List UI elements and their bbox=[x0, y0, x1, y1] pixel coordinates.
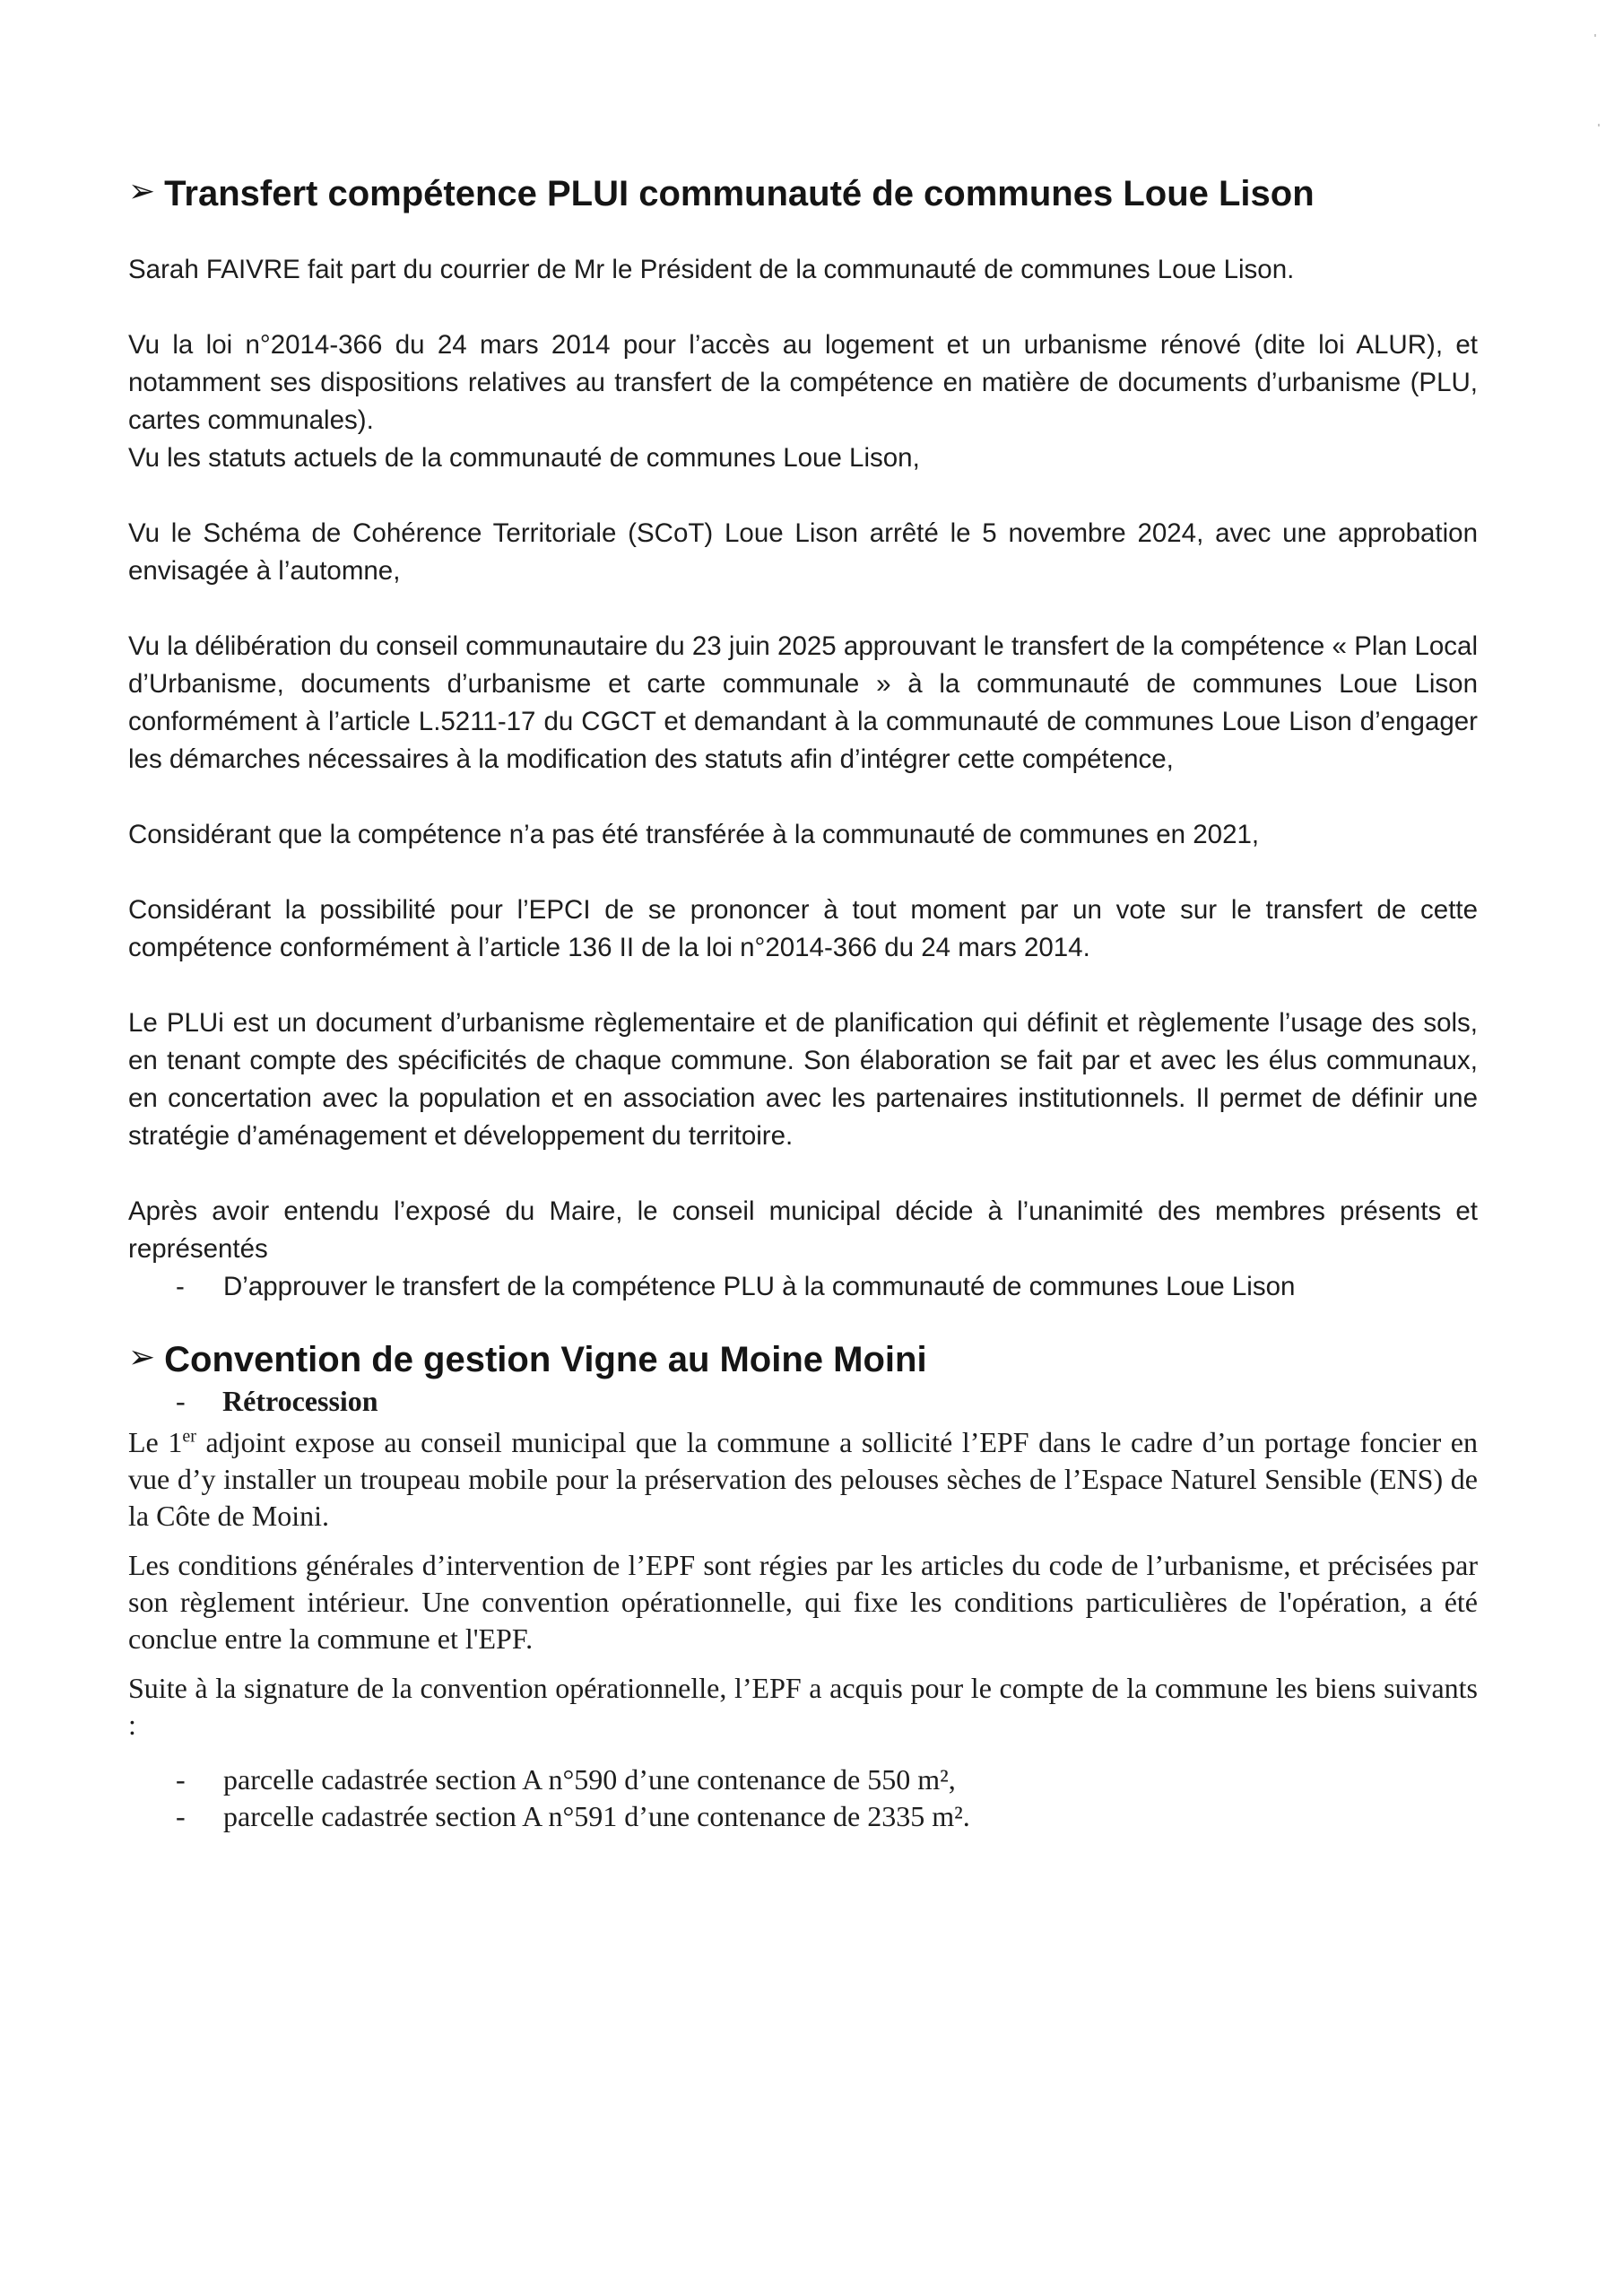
dash-bullet: - bbox=[176, 1272, 185, 1301]
decision-item-text: D’approuver le transfert de la compétence PLU à la communauté de communes Loue Lison bbox=[223, 1272, 1296, 1301]
scan-speck bbox=[1594, 34, 1596, 37]
dash-bullet: - bbox=[176, 1763, 186, 1796]
decision-list-item bbox=[128, 1268, 1478, 1306]
paragraph-adjoint bbox=[128, 1424, 1478, 1535]
document-page bbox=[128, 170, 1478, 1835]
paragraph-plui-definition: Le PLUi est un document d’urbanisme règlementaire et de planification qui définit et règlemente l’usage des sols, en tenant compte des spécificités de chaque commune. Son élaboration se fait par et avec les élus communaux, en concertation avec la population et en association avec les partenaires institutionnels. Il permet de définir une stratégie d’aménagement et développement du territoire. bbox=[128, 1008, 1478, 1151]
list-item bbox=[128, 1798, 1478, 1835]
subheading-retrocession bbox=[128, 1383, 1478, 1419]
section-title-text: Convention de gestion Vigne au Moine Moini bbox=[164, 1340, 927, 1379]
parcel-text: parcelle cadastrée section A n°591 d’une contenance de 2335 m². bbox=[223, 1800, 970, 1832]
paragraph-decision: Après avoir entendu l’exposé du Maire, le conseil municipal décide à l’unanimité des membres présents et représentés bbox=[128, 1196, 1478, 1264]
paragraph-loi-alur: Vu la loi n°2014-366 du 24 mars 2014 pour l’accès au logement et un urbanisme rénové (dite loi ALUR), et notamment ses dispositions relatives au transfert de la compétence en matière de documents d’urbanisme (PLU, cartes communales). bbox=[128, 330, 1478, 435]
section-title-convention bbox=[128, 1336, 1478, 1383]
paragraph-scot: Vu le Schéma de Cohérence Territoriale (SCoT) Loue Lison arrêté le 5 novembre 2024, avec une approbation envisagée à l’automne, bbox=[128, 518, 1478, 586]
parcel-text: parcelle cadastrée section A n°590 d’une contenance de 550 m², bbox=[223, 1763, 956, 1796]
list-item bbox=[128, 1761, 1478, 1798]
arrow-bullet-icon: ➢ bbox=[128, 1339, 156, 1376]
dash-bullet: - bbox=[176, 1385, 186, 1417]
ordinal-superscript: er bbox=[182, 1426, 196, 1447]
section-title-plui bbox=[128, 170, 1478, 217]
scan-speck bbox=[1598, 124, 1600, 126]
section-title-text: Transfert compétence PLUI communauté de communes Loue Lison bbox=[164, 174, 1315, 213]
paragraph-considerant-2021: Considérant que la compétence n’a pas été transférée à la communauté de communes en 2021, bbox=[128, 820, 1260, 849]
paragraph-statuts: Vu les statuts actuels de la communauté de communes Loue Lison, bbox=[128, 443, 920, 473]
parcel-list bbox=[128, 1761, 1478, 1835]
dash-bullet: - bbox=[176, 1800, 186, 1832]
paragraph-courrier: Sarah FAIVRE fait part du courrier de Mr le Président de la communauté de communes Loue Lison. bbox=[128, 255, 1295, 284]
paragraph-acquisition: Suite à la signature de la convention opérationnelle, l’EPF a acquis pour le compte de la commune les biens suivants : bbox=[128, 1672, 1478, 1741]
arrow-bullet-icon: ➢ bbox=[128, 173, 156, 210]
paragraph-considerant-epci: Considérant la possibilité pour l’EPCI de se prononcer à tout moment par un vote sur le transfert de cette compétence conformément à l’article 136 II de la loi n°2014-366 du 24 mars 2014. bbox=[128, 895, 1478, 962]
paragraph-adjoint-rest: adjoint expose au conseil municipal que la commune a sollicité l’EPF dans le cadre d’un portage foncier en vue d’y installer un troupeau mobile pour la préservation des pelouses sèches de l’Espace Naturel Sensible (ENS) de la Côte de Moini. bbox=[128, 1426, 1479, 1532]
subheading-text: Rétrocession bbox=[222, 1385, 378, 1417]
paragraph-adjoint-start: Le 1 bbox=[128, 1426, 183, 1458]
paragraph-conditions-epf: Les conditions générales d’intervention de l’EPF sont régies par les articles du code de l’urbanisme, et précisées par son règlement intérieur. Une convention opérationnelle, qui fixe les conditions particulières de l'opération, a été conclue entre la commune et l'EPF. bbox=[128, 1549, 1478, 1655]
paragraph-deliberation: Vu la délibération du conseil communautaire du 23 juin 2025 approuvant le transfert de la compétence « Plan Local d’Urbanisme, documents d’urbanisme et carte communale » à la communauté de communes Loue Lison conformément à l’article L.5211-17 du CGCT et demandant à la communauté de communes Loue Lison d’engager les démarches nécessaires à la modification des statuts afin d’intégrer cette compétence, bbox=[128, 631, 1478, 774]
